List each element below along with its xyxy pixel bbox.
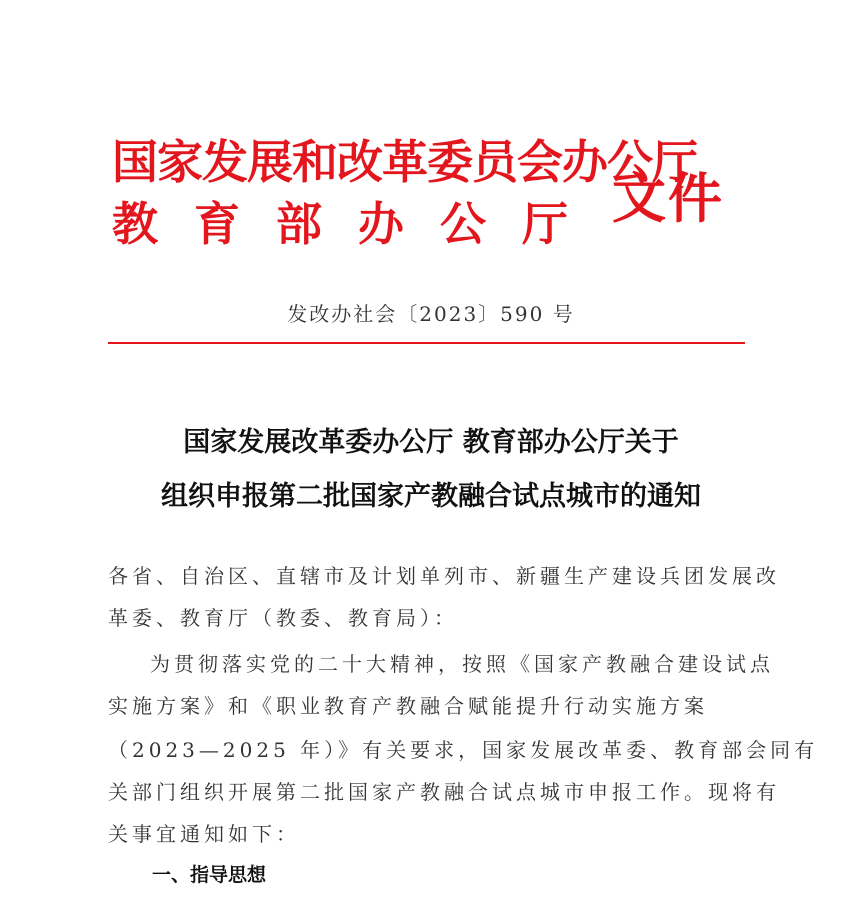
document-number: 发改办社会〔2023〕590 号 [287,302,575,326]
body-line: 各省、自治区、直辖市及计划单列市、新疆生产建设兵团发展改 [108,564,780,588]
body-line: （2023—2025 年）》有关要求，国家发展改革委、教育部会同有 [108,738,819,762]
document-type-label: 文件 [612,166,724,230]
issuer-line-2: 教育部办公厅 [112,197,604,251]
issuer-line-1: 国家发展和改革委员会办公厅 [112,135,697,189]
red-divider [108,342,745,344]
body-line: 关事宜通知如下： [108,822,300,846]
body-line: 关部门组织开展第二批国家产教融合试点城市申报工作。现将有 [108,780,780,804]
notice-title-line-1: 国家发展改革委办公厅 教育部办公厅关于 [183,427,679,458]
body-line: 革委、教育厅（教委、教育局）： [108,606,458,630]
notice-title-line-2: 组织申报第二批国家产教融合试点城市的通知 [161,481,701,512]
body-line: 实施方案》和《职业教育产教融合赋能提升行动实施方案 [108,694,708,718]
section-heading: 一、指导思想 [152,864,267,886]
body-line: 为贯彻落实党的二十大精神，按照《国家产教融合建设试点 [150,652,774,676]
